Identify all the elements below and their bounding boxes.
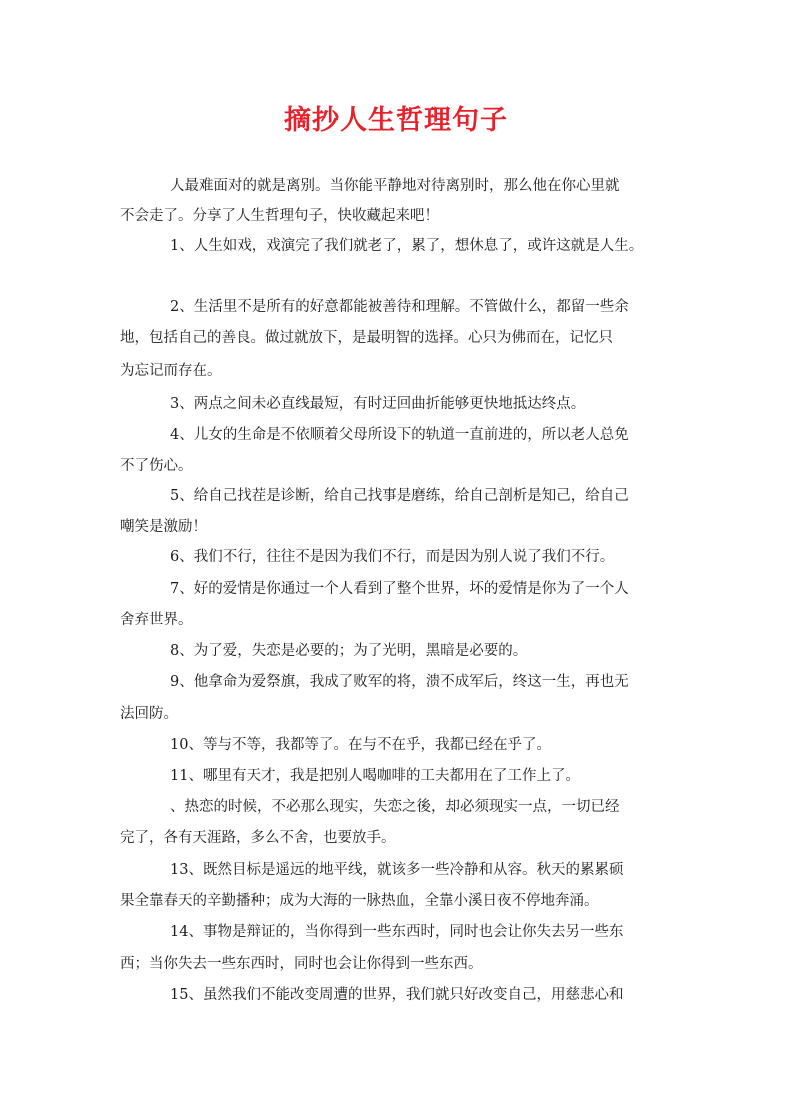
paragraph-line: 完了，各有天涯路，多么不舍，也要放手。 (120, 830, 396, 846)
paragraph-line: 6、我们不行，往往不是因为我们不行，而是因为别人说了我们不行。 (170, 549, 615, 565)
paragraph-line: 不了伤心。 (120, 458, 193, 474)
paragraph-line: 14、事物是辩证的，当你得到一些东西时，同时也会让你失去另一些东 (170, 924, 624, 940)
document-title: 摘抄人生哲理句子 (284, 105, 508, 136)
paragraph-line: 5、给自己找茬是诊断，给自己找事是磨练，给自己剖析是知己，给自己 (170, 488, 629, 504)
paragraph-line: 果全靠春天的辛勤播种；成为大海的一脉热血，全靠小溪日夜不停地奔涌。 (120, 893, 599, 909)
paragraph-line: 13、既然目标是遥远的地平线，就该多一些冷静和从容。秋天的累累硕 (170, 862, 624, 878)
paragraph-line: 7、好的爱情是你通过一个人看到了整个世界，坏的爱情是你为了一个人 (170, 581, 629, 597)
paragraph-line: 西；当你失去一些东西时，同时也会让你得到一些东西。 (120, 956, 483, 972)
paragraph-line: 3、两点之间未必直线最短，有时迂回曲折能够更快地抵达终点。 (170, 396, 586, 412)
paragraph-line: 地，包括自己的善良。做过就放下，是最明智的选择。心只为佛而在，记忆只 (120, 330, 613, 346)
paragraph-line: 2、生活里不是所有的好意都能被善待和理解。不管做什么，都留一些余 (170, 299, 629, 315)
paragraph-line: 、热恋的时候，不必那么现实，失恋之後，却必须现实一点，一切已经 (170, 799, 620, 815)
paragraph-line: 8、为了爱，失恋是必要的；为了光明，黑暗是必要的。 (170, 643, 528, 659)
paragraph-line: 10、等与不等，我都等了。在与不在乎，我都已经在乎了。 (170, 737, 551, 753)
paragraph-line: 不会走了。分享了人生哲理句子，快收藏起来吧！ (120, 208, 439, 224)
paragraph-line: 11、哪里有天才，我是把别人喝咖啡的工夫都用在了工作上了。 (170, 768, 580, 784)
paragraph-line: 15、虽然我们不能改变周遭的世界，我们就只好改变自己，用慈悲心和 (170, 987, 624, 1003)
paragraph-line: 4、儿女的生命是不依顺着父母所设下的轨道一直前进的，所以老人总免 (170, 427, 629, 443)
paragraph-line: 嘲笑是激励！ (120, 519, 207, 535)
paragraph-line: 法回防。 (120, 706, 178, 722)
paragraph-line: 1、人生如戏，戏演完了我们就老了，累了，想休息了，或许这就是人生。 (170, 238, 644, 254)
paragraph-line: 舍弃世界。 (120, 612, 193, 628)
paragraph-line: 人最难面对的就是离别。当你能平静地对待离别时，那么他在你心里就 (170, 178, 620, 194)
paragraph-line: 为忘记而存在。 (120, 363, 222, 379)
paragraph-line: 9、他拿命为爱祭旗，我成了败军的将，溃不成军后，终这一生，再也无 (170, 674, 629, 690)
